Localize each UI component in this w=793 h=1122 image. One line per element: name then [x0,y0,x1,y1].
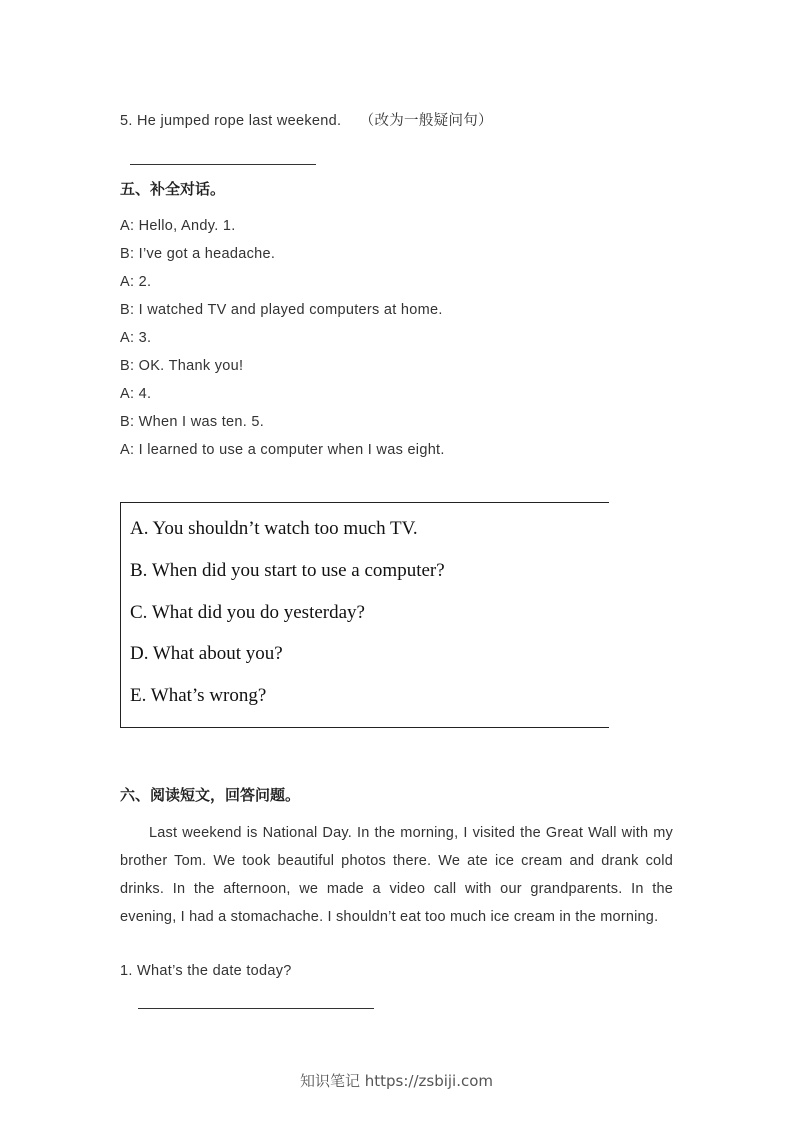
section-5-heading: 五、补全对话。 [120,180,226,198]
answer-blank-q5[interactable] [130,164,316,165]
footer-watermark: 知识笔记 https://zsbiji.com [299,1072,494,1090]
option-c: C. What did you do yesterday? [130,602,365,623]
dialogue-line: A: I learned to use a computer when I was eight. [120,442,445,458]
dialogue-line: B: OK. Thank you! [120,358,244,374]
option-a: A. You shouldn’t watch too much TV. [130,518,418,539]
options-box [120,502,609,728]
section-6-heading: 六、阅读短文，回答问题。 [120,786,301,804]
question-5-instruction: （改为一般疑问句） [359,113,493,129]
question-5 [120,109,493,130]
answer-blank-q1[interactable] [138,1008,374,1009]
reading-passage: Last weekend is National Day. In the morning, I visited the Great Wall with my brother Tom. We took beautiful photos there. We ate ice cream and drank cold drinks. In the afternoon, we made a video call with our grandparents. In the evening, I had a stomachache. I shouldn’t eat too much ice cream in the morning. [120,825,673,925]
option-b: B. When did you start to use a computer? [130,560,445,581]
dialogue-line: A: 3. [120,330,152,346]
option-e: E. What’s wrong? [130,685,267,706]
dialogue-line: B: I’ve got a headache. [120,246,276,262]
question-5-text: 5. He jumped rope last weekend. [120,113,342,129]
question-1: 1. What’s the date today? [120,963,292,979]
dialogue-line: A: 2. [120,274,152,290]
dialogue-line: B: I watched TV and played computers at home. [120,302,443,318]
dialogue-line: A: 4. [120,386,152,402]
option-d: D. What about you? [130,643,283,664]
dialogue-line: B: When I was ten. 5. [120,414,265,430]
dialogue-line: A: Hello, Andy. 1. [120,218,236,234]
